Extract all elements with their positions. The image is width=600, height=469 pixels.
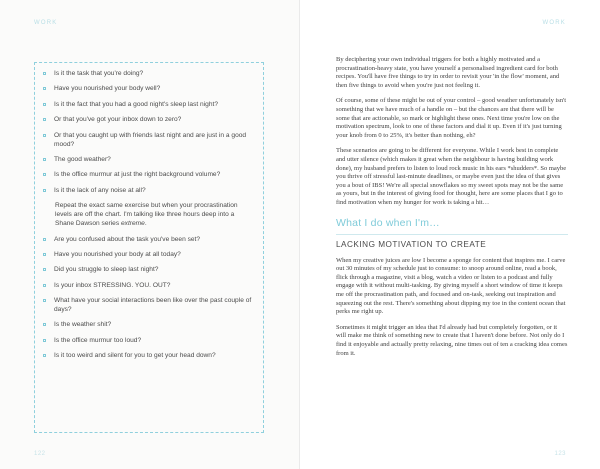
checklist-item-text: Or that you've got your inbox down to zero? (54, 116, 182, 124)
checklist-item (43, 100, 253, 109)
checklist-item-text: Is your inbox STRESSING. YOU. OUT? (54, 281, 171, 289)
checkbox-square-icon (43, 72, 46, 75)
right-page (300, 0, 600, 469)
checkbox-square-icon (43, 118, 46, 121)
checkbox-square-icon (43, 134, 46, 137)
page-number-right: 123 (554, 451, 566, 457)
checkbox-square-icon (43, 87, 46, 90)
checkbox-square-icon (43, 158, 46, 161)
paragraph: By deciphering your own individual triggers for both a highly motivated and a procrastination-heavy state, you have yourself a personalised ingredient card for both recipes. You'll have five things to try in order to revisit your 'in the flow' moment, and then five things to avoid when you're just not feeling it. (336, 56, 560, 89)
page-number-left: 122 (34, 451, 46, 457)
note-text: Repeat the exact same exercise but when your procrastination levels are off the chart. I'm talking like three hours deep into a Shane Dawson series (55, 202, 238, 228)
checklist-item-text: Is the office murmur too loud? (54, 336, 142, 344)
checkbox-square-icon (43, 268, 46, 271)
checklist-item-text: Is it the task that you're doing? (54, 70, 144, 77)
checklist-item (43, 69, 253, 78)
checkbox-square-icon (43, 103, 46, 106)
checklist-item (43, 84, 253, 93)
checklist-item-text: Have you nourished your body at all today? (54, 250, 181, 258)
checklist-item (43, 170, 253, 179)
checklist-item (43, 351, 253, 360)
paragraph: These scenarios are going to be different for everyone. While I work best in complete and utter silence (which makes it great when the neighbour is having building work done), my husband prefers to listen to loud rock music in his ears *shudders*. So maybe you thrive off stressful last-minute deadlines, or maybe even just the idea of that gives you a bout of IBS! We're all special snowflakes so my sweet spots may not be the same as yours, but in the interest of giving food for thought, here are some places that I go to find motivation when my hunger for work is taking a hit… (336, 147, 567, 206)
checklist-item (43, 250, 253, 259)
checklist-item-text: What have your social interactions been like over the past couple of days? (54, 297, 252, 314)
body-text (336, 56, 568, 365)
running-head-left: WORK (34, 20, 58, 26)
checkbox-square-icon (43, 173, 46, 176)
checklist-item-text: Is it too weird and silent for you to get your head down? (54, 352, 216, 360)
checklist-item (43, 265, 253, 274)
checklist-item-text: Did you struggle to sleep last night? (54, 266, 159, 274)
checklist-item-text: Is the office murmur at just the right background volume? (54, 171, 221, 179)
checkbox-square-icon (43, 299, 46, 302)
checklist-note (55, 201, 253, 228)
checklist-item-text: Is the weather shit? (54, 321, 112, 329)
checklist-item (43, 320, 253, 329)
note-emphasis: extreme (120, 220, 145, 228)
checklist-item-text: Are you confused about the task you've been set? (54, 235, 201, 243)
checklist-item (43, 155, 253, 164)
checkbox-square-icon (43, 323, 46, 326)
subheading: LACKING MOTIVATION TO CREATE (336, 240, 487, 250)
checklist-item-text: Have you nourished your body well? (54, 85, 161, 93)
checklist-item (43, 281, 253, 290)
checklist-item-text: Is it the fact that you had a good night's sleep last night? (54, 100, 219, 108)
section-title: What I do when I'm… (336, 219, 568, 236)
checklist-item (43, 235, 253, 244)
checklist-item-text: Or that you caught up with friends last night and are just in a good mood? (54, 131, 247, 148)
checklist-box (34, 62, 264, 433)
checklist-item-text: The good weather? (54, 155, 111, 163)
note-text-end: . (144, 220, 147, 228)
checkbox-square-icon (43, 253, 46, 256)
checklist-item-text: Is it the lack of any noise at all? (54, 186, 146, 194)
running-head-right: WORK (542, 20, 566, 26)
checklist-item (43, 336, 253, 345)
checkbox-square-icon (43, 189, 46, 192)
paragraph: When my creative juices are low I become a sponge for content that inspires me. I carve out 30 minutes of my schedule just to consume: to snoop around online, read a book, flick through a magazine, visit a blog, watch a video or listen to a podcast and fully engage with it without multi-tasking. By giving myself a short window of time it keeps me off the procrastination path, and focused and on-task, seeking out inspiration and squeezing out the rest. There's something about dipping my toe in the content ocean that perks me right up. (336, 256, 566, 316)
checklist-item (43, 186, 253, 195)
checkbox-square-icon (43, 284, 46, 287)
checklist-item (43, 115, 253, 124)
paragraph: Of course, some of these might be out of your control – good weather unfortunately isn't something that we have much of a handle on – but the chances are that there will be some that are actionable, so mark or highlight these ones. Next time you're low on the motivation spectrum, look to one of these factors and dial it up. Even if it's just turning your knob from 0 to 25%, it's better than nothing, eh? (336, 97, 567, 139)
checkbox-square-icon (43, 339, 46, 342)
checkbox-square-icon (43, 238, 46, 241)
checkbox-square-icon (43, 354, 46, 357)
paragraph: Sometimes it might trigger an idea that I'd already had but completely forgotten, or it will make me think of something new to create that I haven't done before. Not only do I find it enjoyable and actually pretty relaxing, nine times out of ten a cracking idea comes from it. (336, 323, 568, 357)
checklist-item (43, 131, 253, 149)
checklist-item (43, 296, 253, 314)
